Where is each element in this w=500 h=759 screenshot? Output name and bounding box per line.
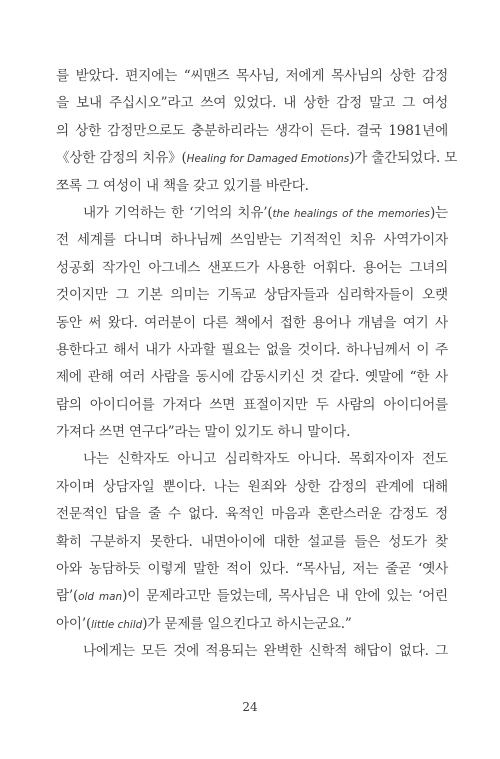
text-line xyxy=(56,90,448,117)
text-line xyxy=(56,419,448,446)
text-segment: 동안 써 왔다. 여러분이 다른 책에서 접한 용어나 개념을 여기 사 xyxy=(56,314,448,331)
text-line xyxy=(56,63,448,90)
text-segment: )는 xyxy=(429,204,448,221)
text-line xyxy=(56,200,448,227)
text-line xyxy=(56,310,448,337)
text-segment: 《상한 감정의 치유》( xyxy=(56,150,187,167)
text-segment: 쪼록 그 여성이 내 책을 갖고 있기를 바란다. xyxy=(56,177,309,194)
text-line xyxy=(56,227,448,254)
text-segment: 용한다고 해서 내가 사과할 필요는 없을 것이다. 하나님께서 이 주 xyxy=(56,341,448,358)
text-segment: )가 출간되었다. 모 xyxy=(349,150,458,167)
text-segment: 내가 기억하는 한 ‘기억의 치유’( xyxy=(83,204,273,221)
english-term: the healings of the memories xyxy=(272,207,430,220)
text-segment: 확히 구분하지 못한다. 내면아이에 대한 설교를 들은 성도가 찾 xyxy=(56,533,448,550)
text-line xyxy=(56,282,448,309)
english-term: little child xyxy=(91,618,143,631)
text-line xyxy=(56,638,448,665)
text-segment: 람의 아이디어를 가져다 쓰면 표절이지만 두 사람의 아이디어를 xyxy=(56,396,448,413)
text-segment: 나에게는 모든 것에 적용되는 완벽한 신학적 해답이 없다. 그 xyxy=(83,643,448,660)
english-term: old man xyxy=(78,591,123,604)
text-segment: 제에 관해 여러 사람을 동시에 감동시키신 것 같다. 옛말에 “한 사 xyxy=(56,369,448,386)
text-line xyxy=(56,474,448,501)
text-line xyxy=(56,501,448,528)
text-segment: 를 받았다. 편지에는 “씨맨즈 목사님, 저에게 목사님의 상한 감정 xyxy=(56,68,448,84)
text-line xyxy=(56,529,448,556)
text-line xyxy=(56,255,448,282)
text-segment: 나는 신학자도 아니고 심리학자도 아니다. 목회자이자 전도 xyxy=(83,451,448,468)
text-segment: 전문적인 답을 줄 수 없다. 육적인 마음과 혼란스러운 감정도 정 xyxy=(56,506,448,523)
body-text xyxy=(56,63,458,666)
text-segment: 가져다 쓰면 연구다”라는 말이 있기도 하니 말이다. xyxy=(56,424,351,441)
text-line xyxy=(56,364,448,391)
text-line xyxy=(56,583,448,610)
text-line xyxy=(56,611,448,638)
text-line xyxy=(56,145,458,172)
text-segment: 성공회 작가인 아그네스 샌포드가 사용한 어휘다. 용어는 그녀의 xyxy=(56,259,448,276)
text-segment: 자이며 상담자일 뿐이다. 나는 원죄와 상한 감정의 관계에 대해 xyxy=(56,478,448,495)
text-line xyxy=(56,118,448,145)
text-line xyxy=(56,337,448,364)
text-segment: 람’( xyxy=(56,588,79,605)
page-number: 24 xyxy=(242,700,258,714)
text-segment: 전 세계를 다니며 하나님께 쓰임받는 기적적인 치유 사역가이자 xyxy=(56,232,448,249)
text-segment: 아와 농담하듯 이렇게 말한 적이 있다. “목사님, 저는 줄곧 ‘옛사 xyxy=(56,561,448,578)
text-line xyxy=(56,556,448,583)
english-term: Healing for Damaged Emotions xyxy=(186,153,350,166)
text-line xyxy=(56,446,448,473)
text-segment: 아이’( xyxy=(56,615,92,632)
text-segment: )이 문제라고만 들었는데, 목사님은 내 안에 있는 ‘어린 xyxy=(122,588,448,605)
text-segment: 의 상한 감정만으로도 충분하리라는 생각이 든다. 결국 1981년에 xyxy=(56,122,448,139)
text-segment: 을 보내 주십시오”라고 쓰여 있었다. 내 상한 감정 말고 그 여성 xyxy=(56,95,448,112)
text-segment: 것이지만 그 기본 의미는 기독교 상담자들과 심리학자들이 오랫 xyxy=(56,287,448,304)
text-segment: )가 문제를 일으킨다고 하시는군요.” xyxy=(142,615,352,632)
text-line xyxy=(56,392,448,419)
text-line xyxy=(56,173,448,200)
